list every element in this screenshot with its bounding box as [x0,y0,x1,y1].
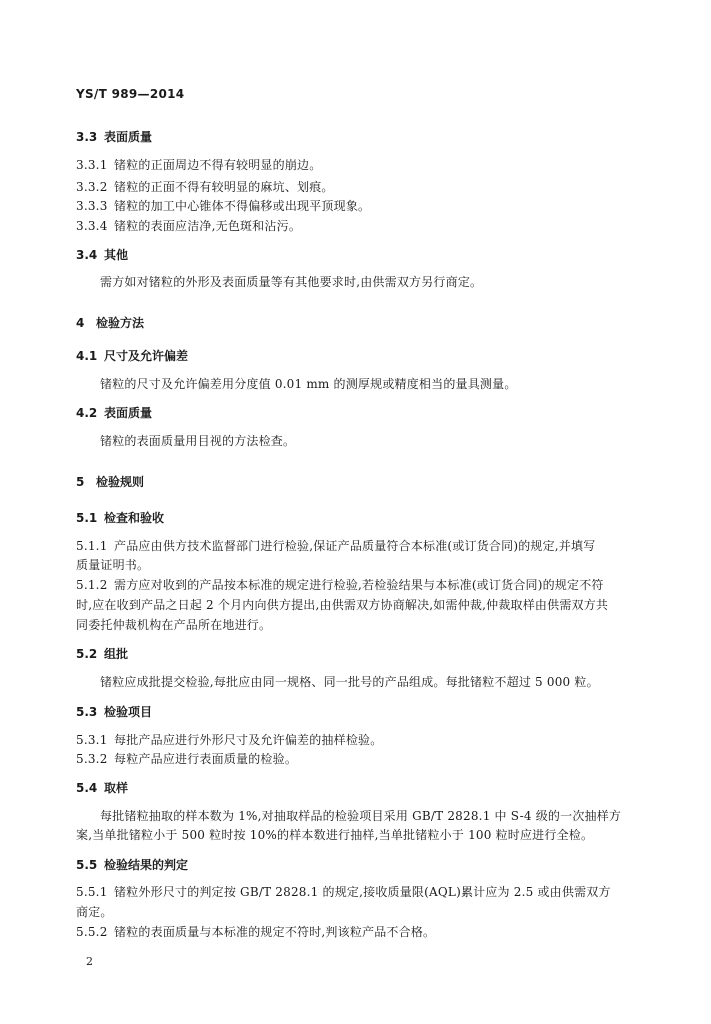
standard-code-header: YS/T 989—2014 [76,87,185,101]
clause-text: 每批产品应进行外形尺寸及允许偏差的抽样检验。 [114,733,383,747]
section-number: 3.4 [76,248,98,262]
clause [76,157,321,173]
section-title: 其他 [104,248,129,262]
section-title: 检验结果的判定 [104,858,189,872]
section-number: 4.1 [76,349,98,363]
paragraph-continuation: 案,当单批锗粒小于 500 粒时按 10%的样本数进行抽样,当单批锗粒小于 100 粒时应进行全检。 [76,828,594,842]
clause-continuation: 商定。 [76,905,113,919]
section-heading [76,247,128,263]
chapter-number: 4 [76,316,85,330]
clause-text: 产品应由供方技术监督部门进行检验,保证产品质量符合本标准(或订货合同)的规定,并填写 [114,539,596,553]
section-title: 检验项目 [104,705,153,719]
section-title: 检查和验收 [104,511,165,525]
clause-text: 需方应对收到的产品按本标准的规定进行检验,若检验结果与本标准(或订货合同)的规定不符 [114,578,604,592]
chapter-title: 检验方法 [96,316,145,330]
clause-text: 锗粒的表面应洁净,无色斑和沾污。 [114,219,302,233]
paragraph: 锗粒应成批提交检验,每批应由同一规格、同一批号的产品组成。每批锗粒不超过 5 000 粒。 [100,675,599,689]
clause-text: 锗粒外形尺寸的判定按 GB/T 2828.1 的规定,接收质量限(AQL)累计应为 2.5 或由供需双方 [114,885,611,899]
clause-number: 5.1.2 [76,578,108,592]
clause-text: 锗粒的表面质量与本标准的规定不符时,判该粒产品不合格。 [114,925,436,939]
section-number: 4.2 [76,406,98,420]
clause-number: 5.3.1 [76,733,108,747]
clause-number: 5.5.1 [76,885,108,899]
paragraph: 每批锗粒抽取的样本数为 1%,对抽取样品的检验项目采用 GB/T 2828.1 中 S-4 级的一次抽样方 [100,809,622,823]
section-title: 取样 [104,781,129,795]
page-number: 2 [86,955,93,968]
section-heading [76,405,152,421]
chapter-title: 检验规则 [96,475,145,489]
clause-number: 5.3.2 [76,752,108,766]
clause-text: 锗粒的加工中心锥体不得偏移或出现平顶现象。 [114,199,371,213]
clause-number: 5.1.1 [76,539,108,553]
section-heading [76,646,128,662]
section-heading [76,780,128,796]
clause-number: 5.5.2 [76,925,108,939]
clause-text: 每粒产品应进行表面质量的检验。 [114,752,298,766]
clause-text: 锗粒的正面不得有较明显的麻坑、划痕。 [114,180,334,194]
section-number: 5.5 [76,858,98,872]
chapter-number: 5 [76,475,85,489]
clause-continuation: 时,应在收到产品之日起 2 个月内向供方提出,由供需双方协商解决,如需仲裁,仲裁取样由供需双方共 [76,598,609,612]
clause-number: 3.3.3 [76,199,108,213]
clause [76,884,611,900]
section-heading [76,348,188,364]
section-number: 3.3 [76,130,98,144]
section-number: 5.4 [76,781,98,795]
clause [76,538,595,554]
clause-text: 锗粒的正面周边不得有较明显的崩边。 [114,158,322,172]
section-title: 尺寸及允许偏差 [104,349,189,363]
section-heading [76,704,152,720]
paragraph: 需方如对锗粒的外形及表面质量等有其他要求时,由供需双方另行商定。 [100,275,483,289]
section-title: 组批 [104,647,129,661]
clause-continuation: 同委托仲裁机构在产品所在地进行。 [76,618,272,632]
clause-continuation: 质量证明书。 [76,558,150,572]
section-number: 5.3 [76,705,98,719]
clause-number: 3.3.1 [76,158,108,172]
section-heading [76,510,164,526]
paragraph: 锗粒的尺寸及允许偏差用分度值 0.01 mm 的测厚规或精度相当的量具测量。 [100,377,517,391]
clause [76,218,301,234]
paragraph: 锗粒的表面质量用目视的方法检查。 [100,434,296,448]
section-title: 表面质量 [104,406,153,420]
clause [76,924,435,940]
section-title: 表面质量 [104,130,153,144]
section-number: 5.2 [76,647,98,661]
section-heading [76,857,188,873]
chapter-heading [76,474,144,490]
clause [76,198,370,214]
clause [76,179,334,195]
clause-number: 3.3.4 [76,219,108,233]
clause [76,732,382,748]
chapter-heading [76,315,144,331]
section-heading [76,129,152,145]
clause [76,751,297,767]
section-number: 5.1 [76,511,98,525]
clause [76,577,604,593]
clause-number: 3.3.2 [76,180,108,194]
